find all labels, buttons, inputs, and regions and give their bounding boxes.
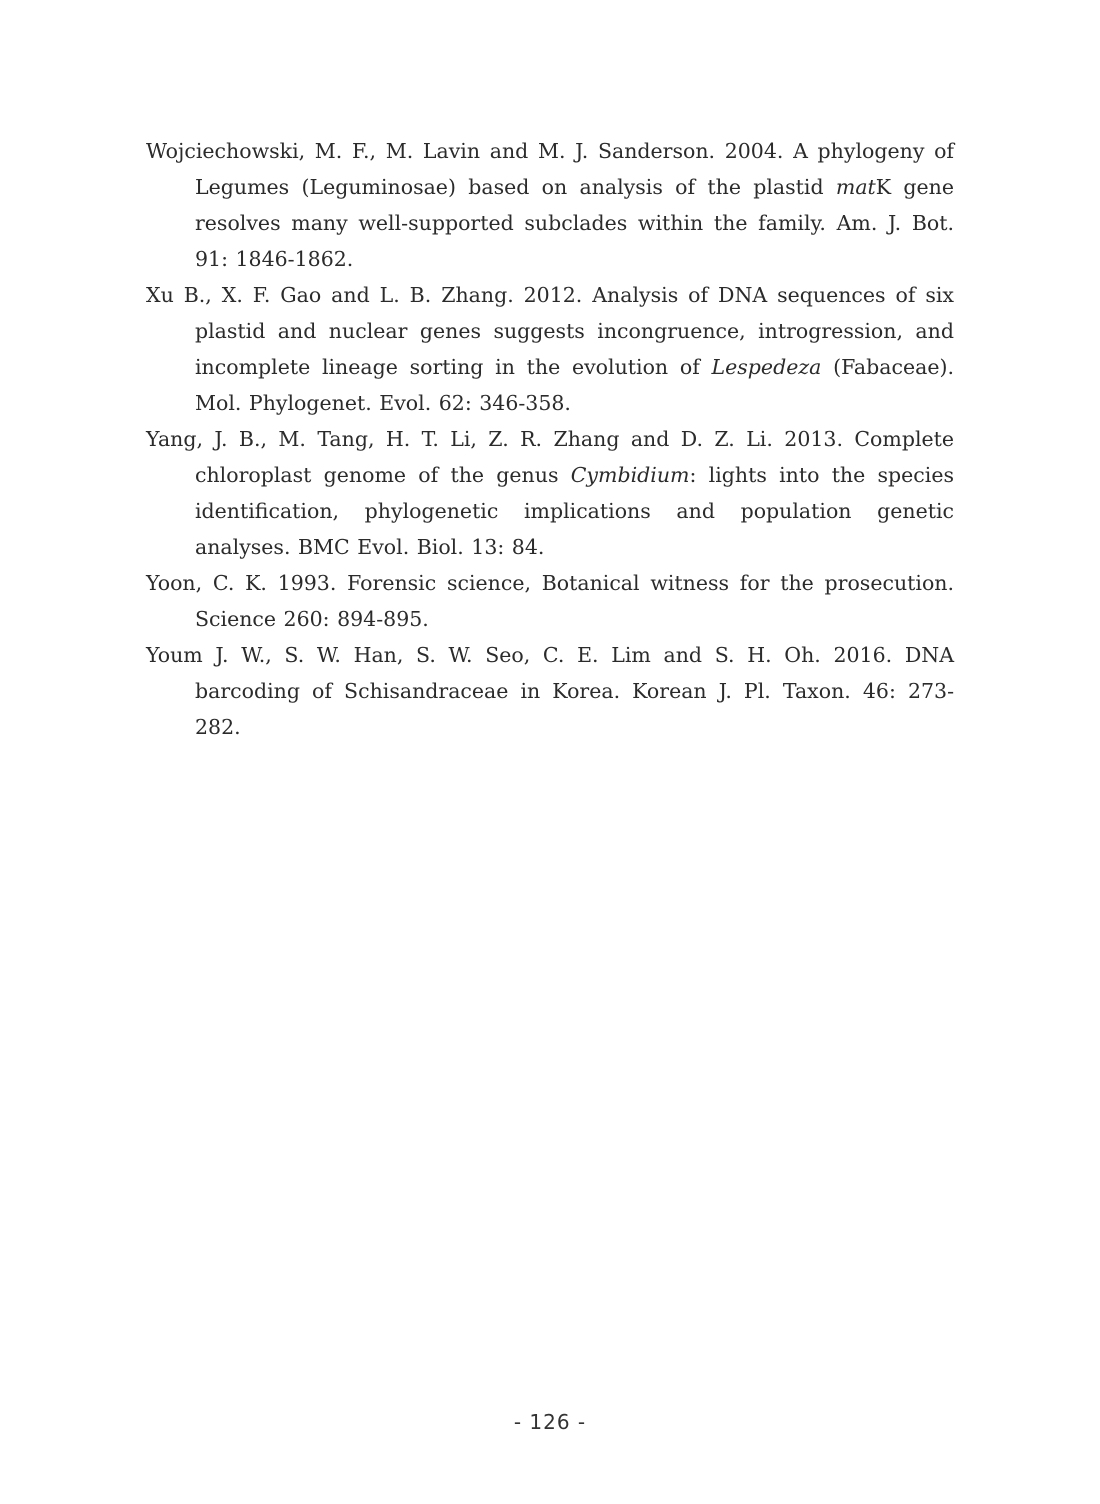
reference-text: K gene resolves many well-supported subclades within the family. Am. J. Bot. 91: 1846-1862. (195, 175, 954, 271)
reference-italic-term: Cymbidium (570, 463, 690, 487)
reference-list (146, 133, 954, 745)
reference-italic-term: Lespedeza (711, 355, 822, 379)
reference-entry (146, 133, 954, 277)
reference-italic-term: mat (835, 175, 876, 199)
reference-entry (146, 277, 954, 421)
reference-text: Yang, J. B., M. Tang, H. T. Li, Z. R. Zhang and D. Z. Li. 2013. Complete chloroplast genome of the genus (146, 427, 954, 487)
reference-entry (146, 565, 954, 637)
reference-text: Wojciechowski, M. F., M. Lavin and M. J. Sanderson. 2004. A phylogeny of Legumes (Leguminosae) based on analysis of the plastid (146, 139, 954, 199)
reference-text: (Fabaceae). Mol. Phylogenet. Evol. 62: 346-358. (195, 355, 954, 415)
reference-text: Yoon, C. K. 1993. Forensic science, Botanical witness for the prosecution. Science 260: 894-895. (146, 571, 954, 631)
page-number: - 126 - (513, 1410, 587, 1434)
reference-entry (146, 421, 954, 565)
reference-text: Youm J. W., S. W. Han, S. W. Seo, C. E. Lim and S. H. Oh. 2016. DNA barcoding of Schisandraceae in Korea. Korean J. Pl. Taxon. 46: 273-282. (146, 643, 954, 739)
reference-text: Xu B., X. F. Gao and L. B. Zhang. 2012. Analysis of DNA sequences of six plastid and nuclear genes suggests incongruence, introgression, and incomplete lineage sorting in the evolution of (146, 283, 954, 379)
reference-entry (146, 637, 954, 745)
reference-text: : lights into the species identification, phylogenetic implications and population genetic analyses. BMC Evol. Biol. 13: 84. (195, 463, 954, 559)
